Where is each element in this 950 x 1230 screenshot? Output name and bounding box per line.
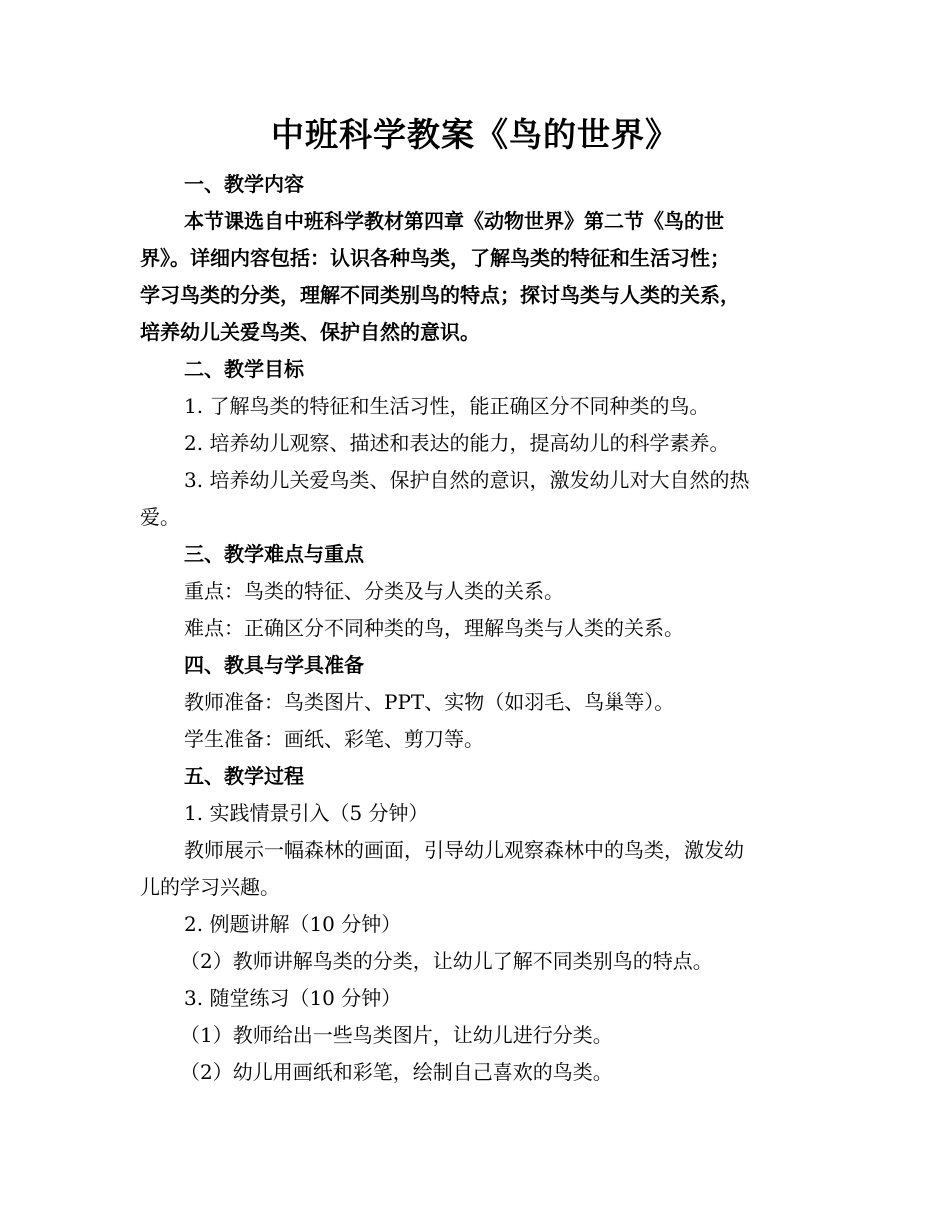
student-materials-text: 学生准备：画纸、彩笔、剪刀等。: [184, 727, 484, 751]
process-step: 1. 实践情景引入（5 分钟）: [184, 801, 429, 825]
teacher-materials-text: 教师准备：鸟类图片、PPT、实物（如羽毛、鸟巢等）。: [184, 690, 675, 714]
process-step-item: （2）教师讲解鸟类的分类，让幼儿了解不同类别鸟的特点。: [180, 949, 713, 973]
section-heading-content: 一、教学内容: [184, 172, 304, 196]
content-paragraph-line: 界》。详细内容包括：认识各种鸟类，了解鸟类的特征和生活习性；: [140, 246, 730, 270]
process-step-text: 儿的学习兴趣。: [140, 875, 280, 899]
objective-item-continuation: 爱。: [140, 505, 180, 529]
objective-item: 3. 培养幼儿关爱鸟类、保护自然的意识，激发幼儿对大自然的热: [184, 468, 750, 492]
objective-item: 2. 培养幼儿观察、描述和表达的能力，提高幼儿的科学素养。: [184, 431, 730, 455]
section-heading-objectives: 二、教学目标: [184, 357, 304, 381]
content-paragraph-line: 培养幼儿关爱鸟类、保护自然的意识。: [140, 320, 480, 344]
section-heading-materials: 四、教具与学具准备: [184, 653, 364, 677]
content-paragraph-line: 学习鸟类的分类，理解不同类别鸟的特点；探讨鸟类与人类的关系，: [140, 283, 740, 307]
objective-item: 1. 了解鸟类的特征和生活习性，能正确区分不同种类的鸟。: [184, 394, 710, 418]
process-step-text: 教师展示一幅森林的画面，引导幼儿观察森林中的鸟类，激发幼: [184, 838, 744, 862]
document-body: [140, 166, 808, 1091]
document-title: 中班科学教案《鸟的世界》: [271, 115, 679, 154]
process-step-item: （1）教师给出一些鸟类图片，让幼儿进行分类。: [180, 1023, 613, 1047]
content-paragraph-line: 本节课选自中班科学教材第四章《动物世界》第二节《鸟的世: [184, 209, 724, 233]
process-step: 3. 随堂练习（10 分钟）: [184, 986, 402, 1010]
process-step-item: （2）幼儿用画纸和彩笔，绘制自己喜欢的鸟类。: [180, 1060, 613, 1084]
section-heading-process: 五、教学过程: [184, 764, 304, 788]
section-heading-key-points: 三、教学难点与重点: [184, 542, 364, 566]
key-point-text: 重点：鸟类的特征、分类及与人类的关系。: [184, 579, 564, 603]
process-step: 2. 例题讲解（10 分钟）: [184, 912, 402, 936]
difficult-point-text: 难点：正确区分不同种类的鸟，理解鸟类与人类的关系。: [184, 616, 684, 640]
